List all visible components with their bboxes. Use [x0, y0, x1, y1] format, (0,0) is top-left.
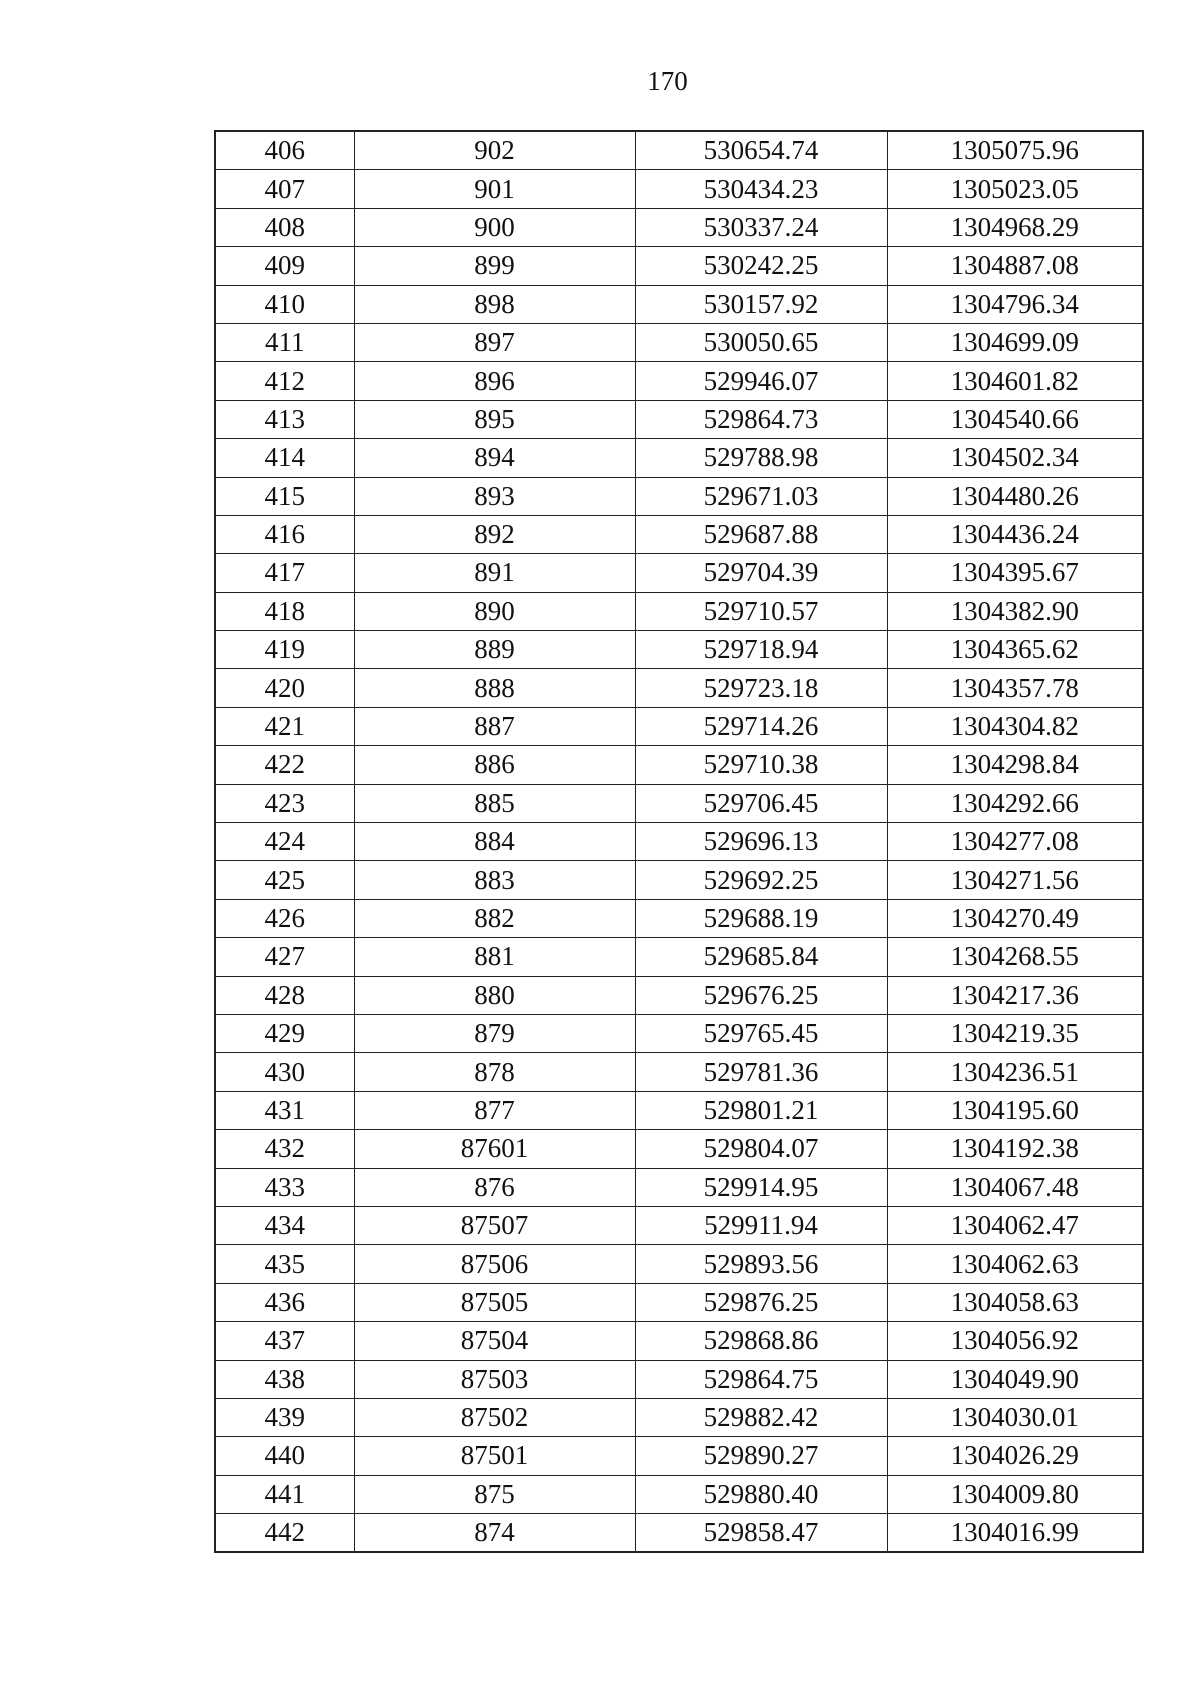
table-row	[215, 170, 1143, 208]
x-coordinate-cell: 529692.25	[635, 861, 887, 899]
x-coordinate-cell: 529688.19	[635, 899, 887, 937]
point-id-cell: 889	[354, 631, 635, 669]
table-row	[215, 554, 1143, 592]
y-coordinate-cell: 1304030.01	[887, 1398, 1143, 1436]
x-coordinate-cell: 529723.18	[635, 669, 887, 707]
x-coordinate-cell: 529685.84	[635, 938, 887, 976]
y-coordinate-cell: 1304217.36	[887, 976, 1143, 1014]
y-coordinate-cell: 1304365.62	[887, 631, 1143, 669]
row-index-cell: 427	[215, 938, 354, 976]
table-row	[215, 1322, 1143, 1360]
point-id-cell: 884	[354, 823, 635, 861]
row-index-cell: 421	[215, 707, 354, 745]
y-coordinate-cell: 1304062.47	[887, 1206, 1143, 1244]
point-id-cell: 881	[354, 938, 635, 976]
y-coordinate-cell: 1304271.56	[887, 861, 1143, 899]
y-coordinate-cell: 1304357.78	[887, 669, 1143, 707]
y-coordinate-cell: 1304502.34	[887, 439, 1143, 477]
row-index-cell: 424	[215, 823, 354, 861]
point-id-cell: 888	[354, 669, 635, 707]
row-index-cell: 442	[215, 1514, 354, 1553]
x-coordinate-cell: 529710.57	[635, 592, 887, 630]
x-coordinate-cell: 529858.47	[635, 1514, 887, 1553]
table-row	[215, 439, 1143, 477]
point-id-cell: 883	[354, 861, 635, 899]
row-index-cell: 426	[215, 899, 354, 937]
point-id-cell: 87504	[354, 1322, 635, 1360]
point-id-cell: 887	[354, 707, 635, 745]
y-coordinate-cell: 1304026.29	[887, 1437, 1143, 1475]
y-coordinate-cell: 1304270.49	[887, 899, 1143, 937]
x-coordinate-cell: 530654.74	[635, 131, 887, 170]
table-row	[215, 1514, 1143, 1553]
table-row	[215, 861, 1143, 899]
point-id-cell: 87601	[354, 1130, 635, 1168]
y-coordinate-cell: 1304436.24	[887, 515, 1143, 553]
row-index-cell: 440	[215, 1437, 354, 1475]
table-row	[215, 707, 1143, 745]
point-id-cell: 880	[354, 976, 635, 1014]
y-coordinate-cell: 1304056.92	[887, 1322, 1143, 1360]
x-coordinate-cell: 529718.94	[635, 631, 887, 669]
coordinates-table	[214, 130, 1144, 1553]
x-coordinate-cell: 529864.73	[635, 400, 887, 438]
row-index-cell: 415	[215, 477, 354, 515]
point-id-cell: 877	[354, 1091, 635, 1129]
x-coordinate-cell: 529880.40	[635, 1475, 887, 1513]
row-index-cell: 417	[215, 554, 354, 592]
table-row	[215, 746, 1143, 784]
row-index-cell: 414	[215, 439, 354, 477]
y-coordinate-cell: 1304049.90	[887, 1360, 1143, 1398]
x-coordinate-cell: 529765.45	[635, 1014, 887, 1052]
table-row	[215, 1245, 1143, 1283]
y-coordinate-cell: 1304796.34	[887, 285, 1143, 323]
row-index-cell: 412	[215, 362, 354, 400]
table-row	[215, 592, 1143, 630]
y-coordinate-cell: 1304601.82	[887, 362, 1143, 400]
point-id-cell: 891	[354, 554, 635, 592]
table-row	[215, 1053, 1143, 1091]
table-row	[215, 1014, 1143, 1052]
point-id-cell: 893	[354, 477, 635, 515]
point-id-cell: 890	[354, 592, 635, 630]
table-row	[215, 477, 1143, 515]
y-coordinate-cell: 1304304.82	[887, 707, 1143, 745]
point-id-cell: 895	[354, 400, 635, 438]
table-row	[215, 1360, 1143, 1398]
table-row	[215, 1283, 1143, 1321]
y-coordinate-cell: 1304067.48	[887, 1168, 1143, 1206]
table-row	[215, 1130, 1143, 1168]
table-row	[215, 247, 1143, 285]
y-coordinate-cell: 1304009.80	[887, 1475, 1143, 1513]
x-coordinate-cell: 529914.95	[635, 1168, 887, 1206]
point-id-cell: 878	[354, 1053, 635, 1091]
row-index-cell: 407	[215, 170, 354, 208]
y-coordinate-cell: 1305075.96	[887, 131, 1143, 170]
table-row	[215, 208, 1143, 246]
row-index-cell: 408	[215, 208, 354, 246]
row-index-cell: 409	[215, 247, 354, 285]
y-coordinate-cell: 1304968.29	[887, 208, 1143, 246]
y-coordinate-cell: 1304016.99	[887, 1514, 1143, 1553]
row-index-cell: 435	[215, 1245, 354, 1283]
point-id-cell: 87507	[354, 1206, 635, 1244]
point-id-cell: 87505	[354, 1283, 635, 1321]
x-coordinate-cell: 529676.25	[635, 976, 887, 1014]
y-coordinate-cell: 1305023.05	[887, 170, 1143, 208]
point-id-cell: 898	[354, 285, 635, 323]
table-row	[215, 131, 1143, 170]
row-index-cell: 436	[215, 1283, 354, 1321]
table-row	[215, 1398, 1143, 1436]
y-coordinate-cell: 1304480.26	[887, 477, 1143, 515]
x-coordinate-cell: 529868.86	[635, 1322, 887, 1360]
y-coordinate-cell: 1304268.55	[887, 938, 1143, 976]
x-coordinate-cell: 529710.38	[635, 746, 887, 784]
row-index-cell: 422	[215, 746, 354, 784]
row-index-cell: 413	[215, 400, 354, 438]
row-index-cell: 406	[215, 131, 354, 170]
point-id-cell: 892	[354, 515, 635, 553]
row-index-cell: 428	[215, 976, 354, 1014]
point-id-cell: 899	[354, 247, 635, 285]
y-coordinate-cell: 1304277.08	[887, 823, 1143, 861]
table-row	[215, 1437, 1143, 1475]
x-coordinate-cell: 529714.26	[635, 707, 887, 745]
table-row	[215, 938, 1143, 976]
point-id-cell: 902	[354, 131, 635, 170]
row-index-cell: 439	[215, 1398, 354, 1436]
page-number: 170	[647, 66, 688, 96]
y-coordinate-cell: 1304219.35	[887, 1014, 1143, 1052]
table-row	[215, 323, 1143, 361]
x-coordinate-cell: 529788.98	[635, 439, 887, 477]
table-row	[215, 631, 1143, 669]
x-coordinate-cell: 529781.36	[635, 1053, 887, 1091]
y-coordinate-cell: 1304195.60	[887, 1091, 1143, 1129]
table-row	[215, 1475, 1143, 1513]
point-id-cell: 886	[354, 746, 635, 784]
row-index-cell: 411	[215, 323, 354, 361]
x-coordinate-cell: 529893.56	[635, 1245, 887, 1283]
point-id-cell: 876	[354, 1168, 635, 1206]
x-coordinate-cell: 529804.07	[635, 1130, 887, 1168]
x-coordinate-cell: 529911.94	[635, 1206, 887, 1244]
table-row	[215, 899, 1143, 937]
row-index-cell: 425	[215, 861, 354, 899]
y-coordinate-cell: 1304540.66	[887, 400, 1143, 438]
row-index-cell: 434	[215, 1206, 354, 1244]
point-id-cell: 87503	[354, 1360, 635, 1398]
x-coordinate-cell: 529687.88	[635, 515, 887, 553]
x-coordinate-cell: 529704.39	[635, 554, 887, 592]
row-index-cell: 420	[215, 669, 354, 707]
x-coordinate-cell: 530434.23	[635, 170, 887, 208]
x-coordinate-cell: 529876.25	[635, 1283, 887, 1321]
table-body	[215, 131, 1143, 1552]
y-coordinate-cell: 1304699.09	[887, 323, 1143, 361]
point-id-cell: 896	[354, 362, 635, 400]
row-index-cell: 431	[215, 1091, 354, 1129]
table-row	[215, 362, 1143, 400]
y-coordinate-cell: 1304395.67	[887, 554, 1143, 592]
row-index-cell: 432	[215, 1130, 354, 1168]
point-id-cell: 885	[354, 784, 635, 822]
y-coordinate-cell: 1304062.63	[887, 1245, 1143, 1283]
row-index-cell: 419	[215, 631, 354, 669]
x-coordinate-cell: 529706.45	[635, 784, 887, 822]
y-coordinate-cell: 1304058.63	[887, 1283, 1143, 1321]
point-id-cell: 87502	[354, 1398, 635, 1436]
x-coordinate-cell: 529696.13	[635, 823, 887, 861]
table-row	[215, 976, 1143, 1014]
x-coordinate-cell: 530337.24	[635, 208, 887, 246]
table-row	[215, 784, 1143, 822]
point-id-cell: 87506	[354, 1245, 635, 1283]
y-coordinate-cell: 1304292.66	[887, 784, 1143, 822]
table-row	[215, 1168, 1143, 1206]
row-index-cell: 416	[215, 515, 354, 553]
row-index-cell: 441	[215, 1475, 354, 1513]
x-coordinate-cell: 529882.42	[635, 1398, 887, 1436]
table-row	[215, 823, 1143, 861]
row-index-cell: 438	[215, 1360, 354, 1398]
point-id-cell: 875	[354, 1475, 635, 1513]
point-id-cell: 901	[354, 170, 635, 208]
y-coordinate-cell: 1304298.84	[887, 746, 1143, 784]
row-index-cell: 430	[215, 1053, 354, 1091]
row-index-cell: 433	[215, 1168, 354, 1206]
x-coordinate-cell: 529946.07	[635, 362, 887, 400]
table-row	[215, 285, 1143, 323]
point-id-cell: 900	[354, 208, 635, 246]
row-index-cell: 410	[215, 285, 354, 323]
y-coordinate-cell: 1304887.08	[887, 247, 1143, 285]
x-coordinate-cell: 530157.92	[635, 285, 887, 323]
row-index-cell: 429	[215, 1014, 354, 1052]
table-row	[215, 1091, 1143, 1129]
x-coordinate-cell: 530242.25	[635, 247, 887, 285]
x-coordinate-cell: 529801.21	[635, 1091, 887, 1129]
point-id-cell: 882	[354, 899, 635, 937]
point-id-cell: 897	[354, 323, 635, 361]
y-coordinate-cell: 1304192.38	[887, 1130, 1143, 1168]
x-coordinate-cell: 530050.65	[635, 323, 887, 361]
table-row	[215, 669, 1143, 707]
table-row	[215, 1206, 1143, 1244]
y-coordinate-cell: 1304236.51	[887, 1053, 1143, 1091]
x-coordinate-cell: 529671.03	[635, 477, 887, 515]
table-row	[215, 400, 1143, 438]
point-id-cell: 894	[354, 439, 635, 477]
point-id-cell: 879	[354, 1014, 635, 1052]
x-coordinate-cell: 529890.27	[635, 1437, 887, 1475]
y-coordinate-cell: 1304382.90	[887, 592, 1143, 630]
point-id-cell: 87501	[354, 1437, 635, 1475]
x-coordinate-cell: 529864.75	[635, 1360, 887, 1398]
row-index-cell: 423	[215, 784, 354, 822]
row-index-cell: 437	[215, 1322, 354, 1360]
table-row	[215, 515, 1143, 553]
point-id-cell: 874	[354, 1514, 635, 1553]
row-index-cell: 418	[215, 592, 354, 630]
